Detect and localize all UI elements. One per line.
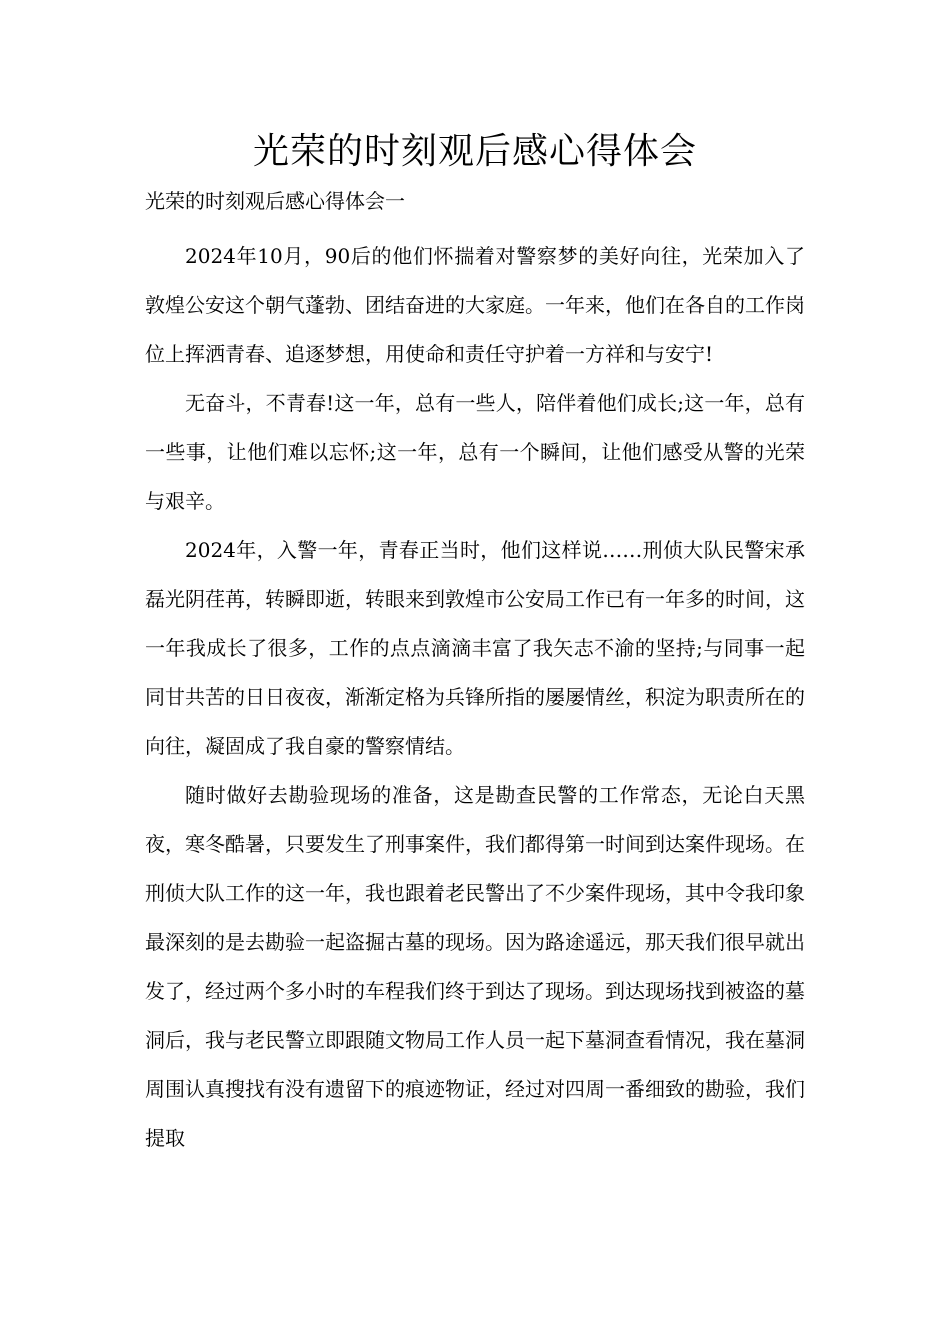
paragraph: 2024年10月，90后的他们怀揣着对警察梦的美好向往，光荣加入了敦煌公安这个朝气蓬勃、团结奋进的大家庭。一年来，他们在各自的工作岗位上挥洒青春、追逐梦想，用使命和责任守护着一方祥和与安宁! bbox=[145, 244, 805, 366]
paragraph: 2024年，入警一年，青春正当时，他们这样说……刑侦大队民警宋承磊光阴荏苒，转瞬即逝，转眼来到敦煌市公安局工作已有一年多的时间，这一年我成长了很多，工作的点点滴滴丰富了我矢志不渝的坚持;与同事一起同甘共苦的日日夜夜，渐渐定格为兵锋所指的屡屡情丝，积淀为职责所在的向往，凝固成了我自豪的警察情结。 bbox=[145, 538, 805, 758]
document-subtitle: 光荣的时刻观后感心得体会一 bbox=[145, 189, 405, 213]
document-title: 光荣的时刻观后感心得体会 bbox=[252, 131, 697, 172]
paragraph: 随时做好去勘验现场的准备，这是勘查民警的工作常态，无论白天黑夜，寒冬酷暑，只要发生了刑事案件，我们都得第一时间到达案件现场。在刑侦大队工作的这一年，我也跟着老民警出了不少案件现场，其中令我印象最深刻的是去勘验一起盗掘古墓的现场。因为路途遥远，那天我们很早就出发了，经过两个多小时的车程我们终于到达了现场。到达现场找到被盗的墓洞后，我与老民警立即跟随文物局工作人员一起下墓洞查看情况，我在墓洞周围认真搜找有没有遗留下的痕迹物证，经过对四周一番细致的勘验，我们提取 bbox=[145, 783, 805, 1150]
paragraph: 无奋斗，不青春!这一年，总有一些人，陪伴着他们成长;这一年，总有一些事，让他们难以忘怀;这一年，总有一个瞬间，让他们感受从警的光荣与艰辛。 bbox=[145, 391, 805, 513]
document-body bbox=[145, 232, 805, 1163]
